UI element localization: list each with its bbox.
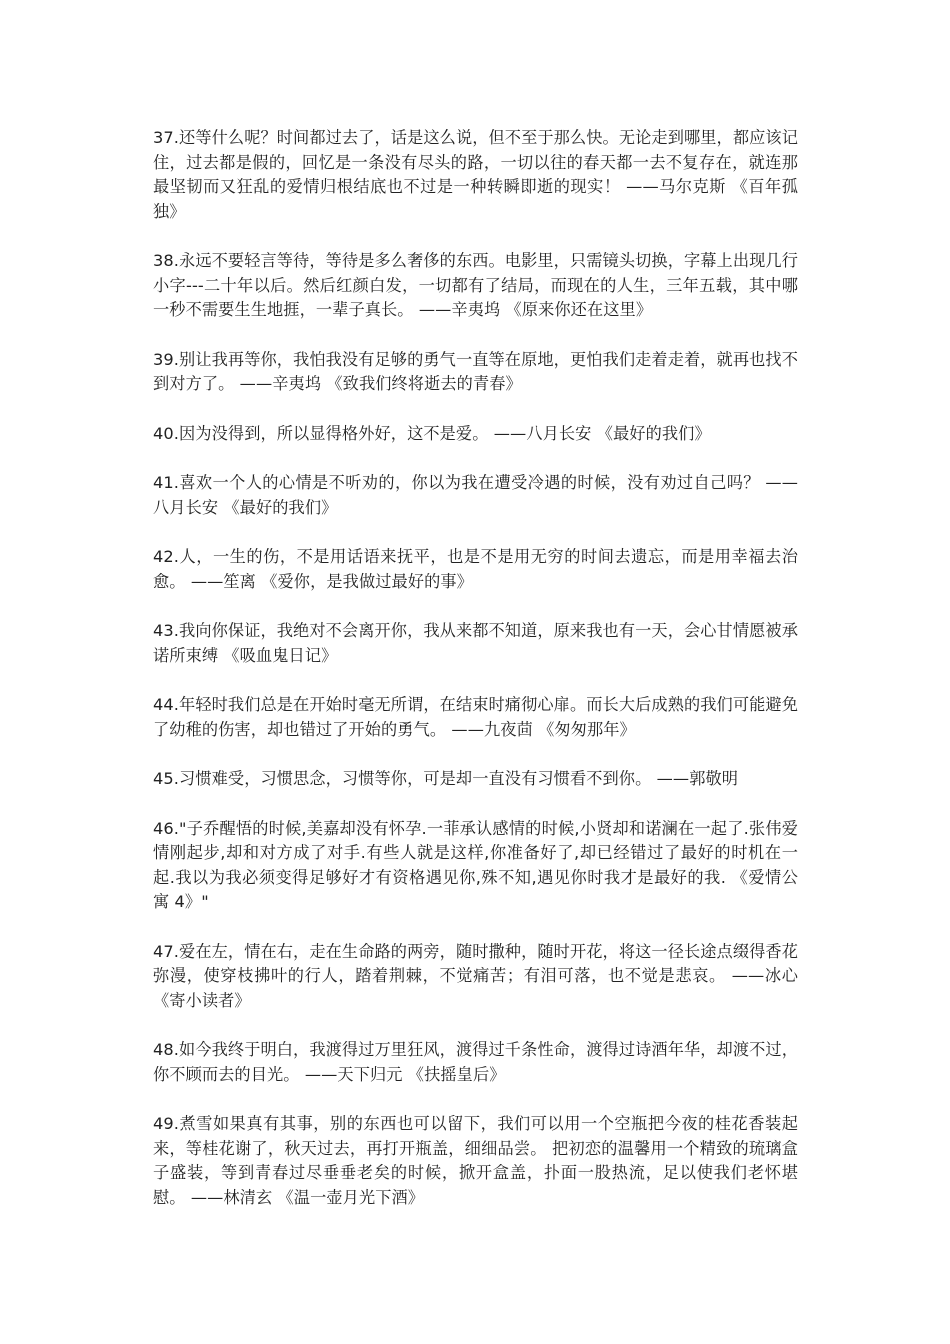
quote-paragraph-43: 43.我向你保证，我绝对不会离开你，我从来都不知道，原来我也有一天，会心甘情愿被承诺所束缚 《吸血鬼日记》 xyxy=(153,621,798,665)
quote-paragraph-44: 44.年轻时我们总是在开始时毫无所谓，在结束时痛彻心扉。而长大后成熟的我们可能避免了幼稚的伤害，却也错过了开始的勇气。 ——九夜茴 《匆匆那年》 xyxy=(153,695,798,739)
quote-paragraph-42: 42.人，一生的伤，不是用话语来抚平，也是不是用无穷的时间去遗忘，而是用幸福去治愈。 ——笙离 《爱你，是我做过最好的事》 xyxy=(153,547,798,591)
quote-paragraph-41: 41.喜欢一个人的心情是不听劝的，你以为我在遭受冷遇的时候，没有劝过自己吗？ ——八月长安 《最好的我们》 xyxy=(153,473,798,517)
quote-paragraph-46: 46."子乔醒悟的时候,美嘉却没有怀孕.一菲承认感情的时候,小贤却和诺澜在一起了.张伟爱情刚起步,却和对方成了对手.有些人就是这样,你准备好了,却已经错过了最好的时机在一起.我以为我必须变得足够好才有资格遇见你,殊不知,遇见你时我才是最好的我. 《爱情公寓 4》" xyxy=(153,818,798,911)
quote-paragraph-49: 49.煮雪如果真有其事，别的东西也可以留下，我们可以用一个空瓶把今夜的桂花香装起来，等桂花谢了，秋天过去，再打开瓶盖，细细品尝。 把初恋的温馨用一个精致的琉璃盒子盛装，等到青春过尽垂垂老矣的时候，掀开盒盖，扑面一股热流，足以使我们老怀堪慰。 ——林清玄 《温一壶月光下酒》 xyxy=(153,1114,798,1207)
quote-paragraph-48: 48.如今我终于明白，我渡得过万里狂风，渡得过千条性命，渡得过诗酒年华，却渡不过，你不顾而去的目光。 ——天下归元 《扶摇皇后》 xyxy=(153,1040,798,1084)
document-page xyxy=(153,126,798,1235)
quote-paragraph-45: 45.习惯难受，习惯思念，习惯等你，可是却一直没有习惯看不到你。 ——郭敬明 xyxy=(153,769,739,788)
quote-paragraph-47: 47.爱在左，情在右，走在生命路的两旁，随时撒种，随时开花，将这一径长途点缀得香花弥漫，使穿枝拂叶的行人，踏着荆棘，不觉痛苦；有泪可落，也不觉是悲哀。 ——冰心 《寄小读者》 xyxy=(153,941,798,1010)
quote-paragraph-39: 39.别让我再等你，我怕我没有足够的勇气一直等在原地，更怕我们走着走着，就再也找不到对方了。 ——辛夷坞 《致我们终将逝去的青春》 xyxy=(153,349,798,393)
quote-paragraph-40: 40.因为没得到，所以显得格外好，这不是爱。 ——八月长安 《最好的我们》 xyxy=(153,423,711,443)
quote-paragraph-37: 37.还等什么呢？时间都过去了，话是这么说，但不至于那么快。无论走到哪里，都应该记住，过去都是假的，回忆是一条没有尽头的路，一切以往的春天都一去不复存在，就连那最坚韧而又狂乱的爱情归根结底也不过是一种转瞬即逝的现实！ ——马尔克斯 《百年孤独》 xyxy=(153,128,798,221)
quote-paragraph-38: 38.永远不要轻言等待，等待是多么奢侈的东西。电影里，只需镜头切换，字幕上出现几行小字---二十年以后。然后红颜白发，一切都有了结局，而现在的人生，三年五载，其中哪一秒不需要生生地捱，一辈子真长。 ——辛夷坞 《原来你还在这里》 xyxy=(153,251,798,319)
